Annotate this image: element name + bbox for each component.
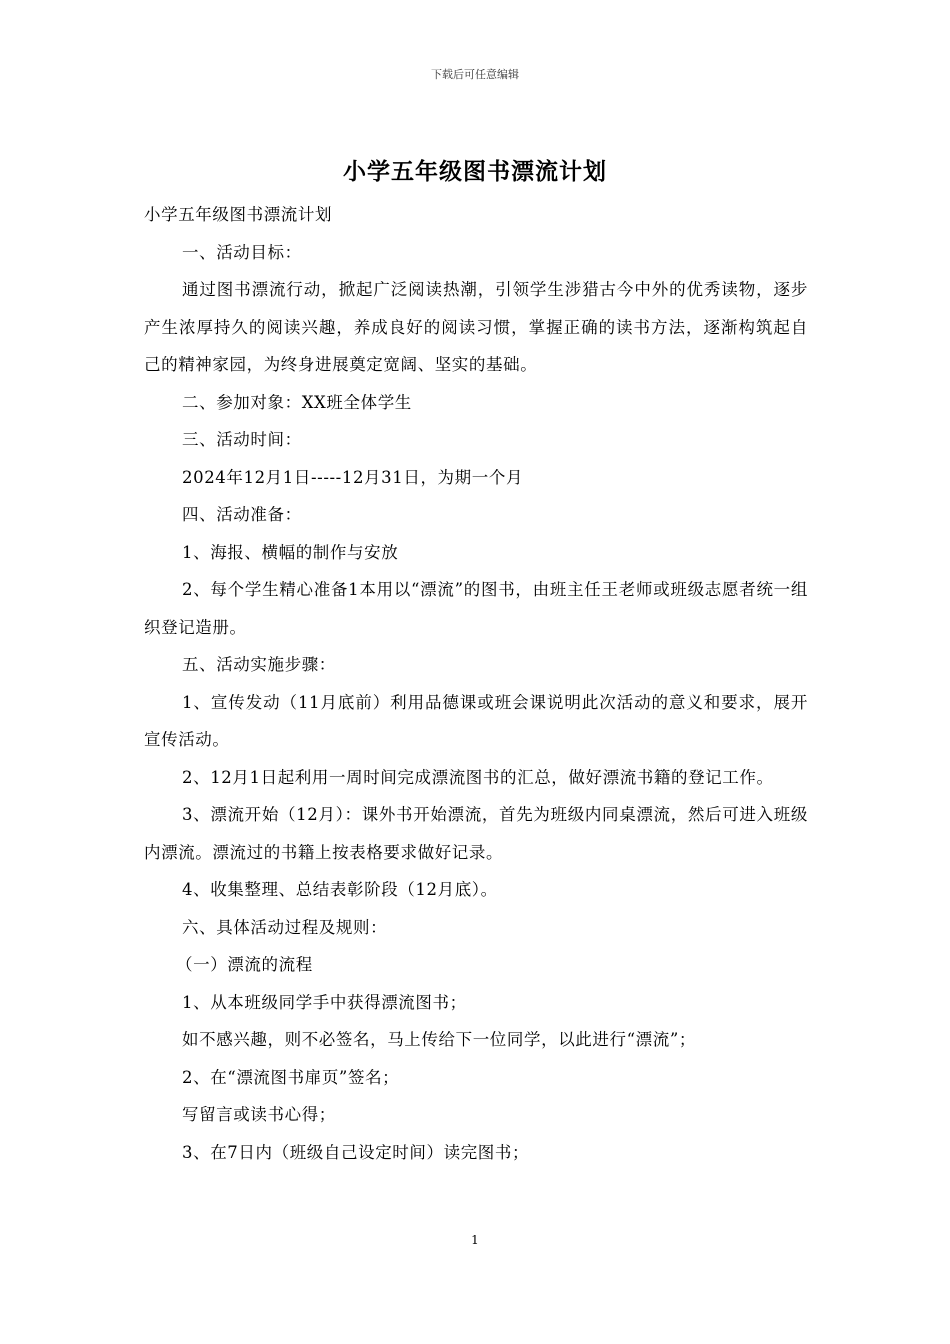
- paragraph-step-1: 1、宣传发动（11月底前）利用品德课或班会课说明此次活动的意义和要求，展开宣传活动。: [144, 692, 808, 749]
- page-number: 1: [471, 1233, 479, 1247]
- document-title: 小学五年级图书漂流计划: [343, 159, 607, 185]
- paragraph-subtitle: 小学五年级图书漂流计划: [144, 205, 333, 224]
- page-header: 下载后可任意编辑: [431, 68, 519, 81]
- paragraph-flow-2: 2、在“漂流图书扉页”签名；: [182, 1067, 400, 1087]
- paragraph-step-4: 4、收集整理、总结表彰阶段（12月底）。: [182, 880, 498, 899]
- paragraph-section-2-participants: 二、参加对象：XX班全体学生: [182, 392, 412, 412]
- paragraph-activity-time: 2024年12月1日-----12月31日，为期一个月: [182, 467, 524, 487]
- document-body: [144, 196, 808, 1171]
- paragraph-section-1-heading: 一、活动目标：: [182, 242, 302, 262]
- paragraph-flow-3: 3、在7日内（班级自己设定时间）读完图书；: [182, 1142, 530, 1162]
- paragraph-goals: 通过图书漂流行动，掀起广泛阅读热潮，引领学生涉猎古今中外的优秀读物，逐步产生浓厚持久的阅读兴趣，养成良好的阅读习惯，掌握正确的读书方法，逐渐构筑起自己的精神家园，为终身进展奠定宽阔、坚实的基础。: [144, 280, 808, 374]
- paragraph-step-3: 3、漂流开始（12月）：课外书开始漂流，首先为班级内同桌漂流，然后可进入班级内漂流。漂流过的书籍上按表格要求做好记录。: [144, 805, 808, 862]
- paragraph-section-5-heading: 五、活动实施步骤：: [182, 655, 336, 674]
- paragraph-prep-2: 2、每个学生精心准备1本用以“漂流”的图书，由班主任王老师或班级志愿者统一组织登记造册。: [144, 580, 808, 637]
- paragraph-step-2: 2、12月1日起利用一周时间完成漂流图书的汇总，做好漂流书籍的登记工作。: [182, 767, 774, 787]
- paragraph-section-4-heading: 四、活动准备：: [182, 505, 302, 524]
- paragraph-section-6-heading: 六、具体活动过程及规则：: [182, 917, 388, 937]
- paragraph-flow-heading: （一）漂流的流程: [176, 955, 313, 974]
- paragraph-flow-1: 1、从本班级同学手中获得漂流图书；: [182, 992, 467, 1012]
- paragraph-section-3-heading: 三、活动时间：: [182, 430, 302, 449]
- paragraph-prep-1: 1、海报、横幅的制作与安放: [182, 542, 399, 562]
- paragraph-flow-note: 如不感兴趣，则不必签名，马上传给下一位同学，以此进行“漂流”；: [182, 1030, 696, 1049]
- paragraph-flow-2-note: 写留言或读书心得；: [182, 1105, 336, 1124]
